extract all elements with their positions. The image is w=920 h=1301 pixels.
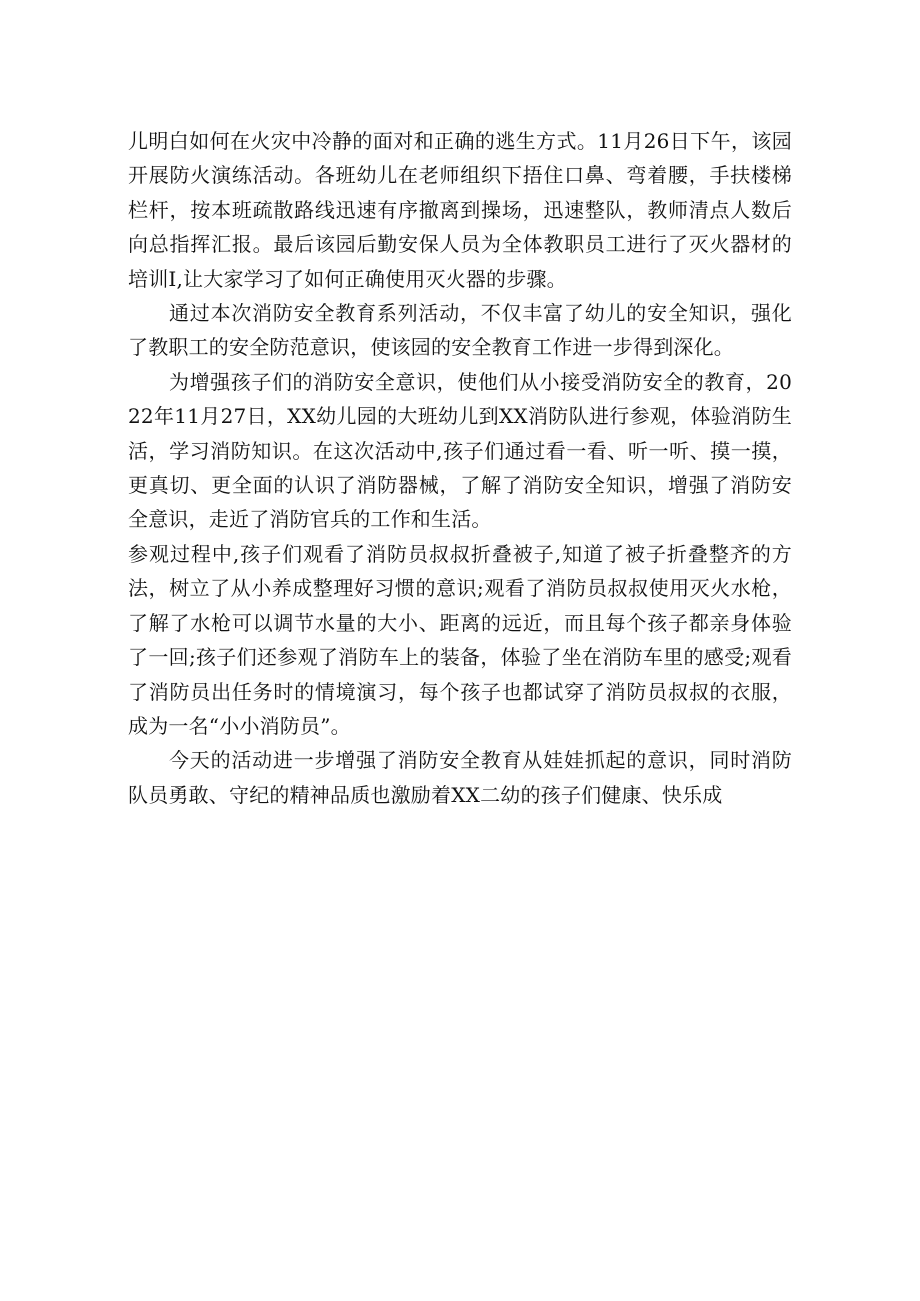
paragraph-fire-station-visit: 为增强孩子们的消防安全意识，使他们从小接受消防安全的教育，2022年11月27日，XX幼儿园的大班幼儿到XX消防队进行参观，体验消防生活，学习消防知识。在这次活动中,孩子们通过看一看、听一听、摸一摸，更真切、更全面的认识了消防器械，了解了消防安全知识，增强了消防安全意识，走近了消防官兵的工作和生活。 [128,369,792,532]
paragraph-conclusion: 今天的活动进一步增强了消防安全教育从娃娃抓起的意识，同时消防队员勇敢、守纪的精神品质也激励着XX二幼的孩子们健康、快乐成 [128,748,792,807]
paragraph-activity-summary: 通过本次消防安全教育系列活动，不仅丰富了幼儿的安全知识，强化了教职工的安全防范意识，使该园的安全教育工作进一步得到深化。 [128,301,792,360]
paragraph-fire-drill: 儿明白如何在火灾中冷静的面对和正确的逃生方式。11月26日下午，该园开展防火演练活动。各班幼儿在老师组织下捂住口鼻、弯着腰，手扶楼梯栏杆，按本班疏散路线迅速有序撤离到操场，迅速整队，教师清点人数后向总指挥汇报。最后该园后勤安保人员为全体教职员工进行了灭火器材的培训I,让大家学习了如何正确使用灭火器的步骤。 [128,129,792,291]
document-body [128,124,792,812]
paragraph-visit-process: 参观过程中,孩子们观看了消防员叔叔折叠被子,知道了被子折叠整齐的方法，树立了从小养成整理好习惯的意识;观看了消防员叔叔使用灭火水枪，了解了水枪可以调节水量的大小、距离的远近，而且每个孩子都亲身体验了一回;孩子们还参观了消防车上的装备，体验了坐在消防车里的感受;观看了消防员出任务时的情境演习，每个孩子也都试穿了消防员叔叔的衣服，成为一名“小小消防员”。 [128,541,792,738]
